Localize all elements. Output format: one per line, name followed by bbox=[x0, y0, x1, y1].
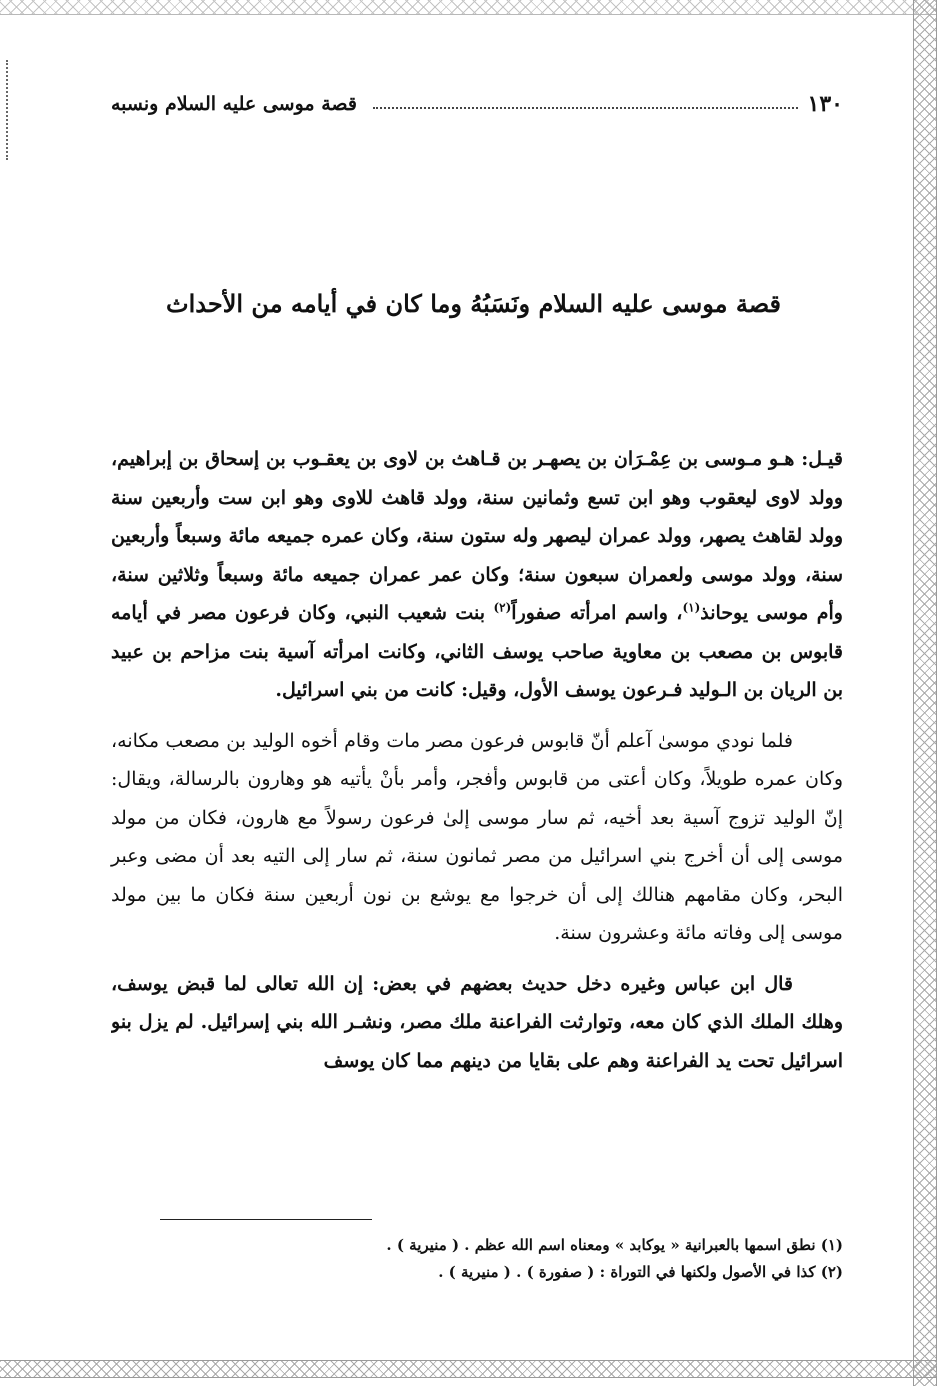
paragraph-3: قال ابن عباس وغيره دخل حديث بعضهم في بعض: إن الله تعالى لما قبض يوسف، وهلك الملك الذي كان معه، وتوارثت الفراعنة ملك مصر، ونشـر الله بني إسرائيل. لم يزل بنو اسرائيل تحت يد الفراعنة وهم على بقايا من دينهم مما كان يوسف bbox=[111, 972, 843, 1072]
footnote-1: (١) نطق اسمها بالعبرانية « يوكابد » ومعناه اسم الله عظم . ( منيرية ) . bbox=[386, 1236, 843, 1254]
running-header bbox=[111, 88, 843, 120]
ornamental-border-right bbox=[913, 0, 937, 1386]
paragraph-text: هـو مـوسى بن عِمْـرَان بن يصهـر بن قـاهث بن لاوى بن يعقـوب بن إسحاق بن إبراهيم، وولد لاوى ليعقوب وهو ابن تسع وثمانين سنة، وولد قاهث للاوى وهو ابن ست وأربعين سنة وولد لقاهث يصهر، وولد عمران ليصهر وله ستون سنة، وكان عمره جميعه مائة وسبعاً وأربعين سنة، وولد موسى ولعمران سبعون سنة؛ وكان عمر عمران جميعه مائة وسبعاً وثلاثين سنة، وأم موسى يوحانذ bbox=[111, 448, 843, 624]
paragraph-text-end: بنت شعيب النبي، وكان فرعون مصر في أيامه قابوس بن مصعب بن معاوية صاحب يوسف الثاني، وكانت امرأته آسية بنت مزاحم بن عبيد بن الريان بن الـوليد فـرعون يوسف الأول، وقيل: كانت من بني اسرائيل. bbox=[111, 602, 843, 701]
footnote-2: (٢) كذا في الأصول ولكنها في التوراة : ( صفورة ) . ( منيرية ) . bbox=[438, 1263, 843, 1281]
paragraph-1 bbox=[111, 440, 843, 710]
header-dot-leader bbox=[373, 107, 798, 109]
binding-marks bbox=[6, 60, 14, 160]
running-title: قصة موسى عليه السلام ونسبه bbox=[111, 93, 357, 115]
footnote-ref-1[interactable]: (١) bbox=[682, 600, 701, 615]
body-text bbox=[111, 440, 843, 1080]
footnotes bbox=[111, 1232, 843, 1286]
ornamental-border-bottom bbox=[0, 1360, 937, 1378]
ornamental-border-top bbox=[0, 0, 937, 15]
paragraph-text-cont: ، واسم امرأته صفوراً bbox=[511, 602, 683, 624]
footnote-separator bbox=[160, 1219, 372, 1220]
paragraph-2: فلما نودي موسىٰ آعلم أنّ قابوس فرعون مصر مات وقام أخوه الوليد بن مصعب مكانه، وكان عمره طويلاً، وكان أعتى من قابوس وأفجر، وأمر بأنْ يأتيه هو وهارون بالرسالة، ويقال: إنّ الوليد تزوج آسية بعد أخيه، ثم سار موسى إلىٰ فرعون رسولاً مع هارون، فكان من مولد موسى إلى أن أخرج بني اسرائيل من مصر ثمانون سنة، ثم سار إلى التيه بعد أن مضى وعبر البحر، وكان مقامهم هنالك إلى أن خرجوا مع يوشع بن نون أربعين سنة فكان ما بين مولد موسى إلى وفاته مائة وعشرون سنة. bbox=[111, 729, 843, 944]
page-number: ١٣٠ bbox=[807, 91, 843, 117]
footnote-ref-2[interactable]: (٢) bbox=[493, 600, 512, 615]
paragraph-lead: قيـل: bbox=[801, 448, 843, 470]
chapter-title: قصة موسى عليه السلام ونَسَبُهُ وما كان في أيامه من الأحداث bbox=[166, 289, 781, 318]
